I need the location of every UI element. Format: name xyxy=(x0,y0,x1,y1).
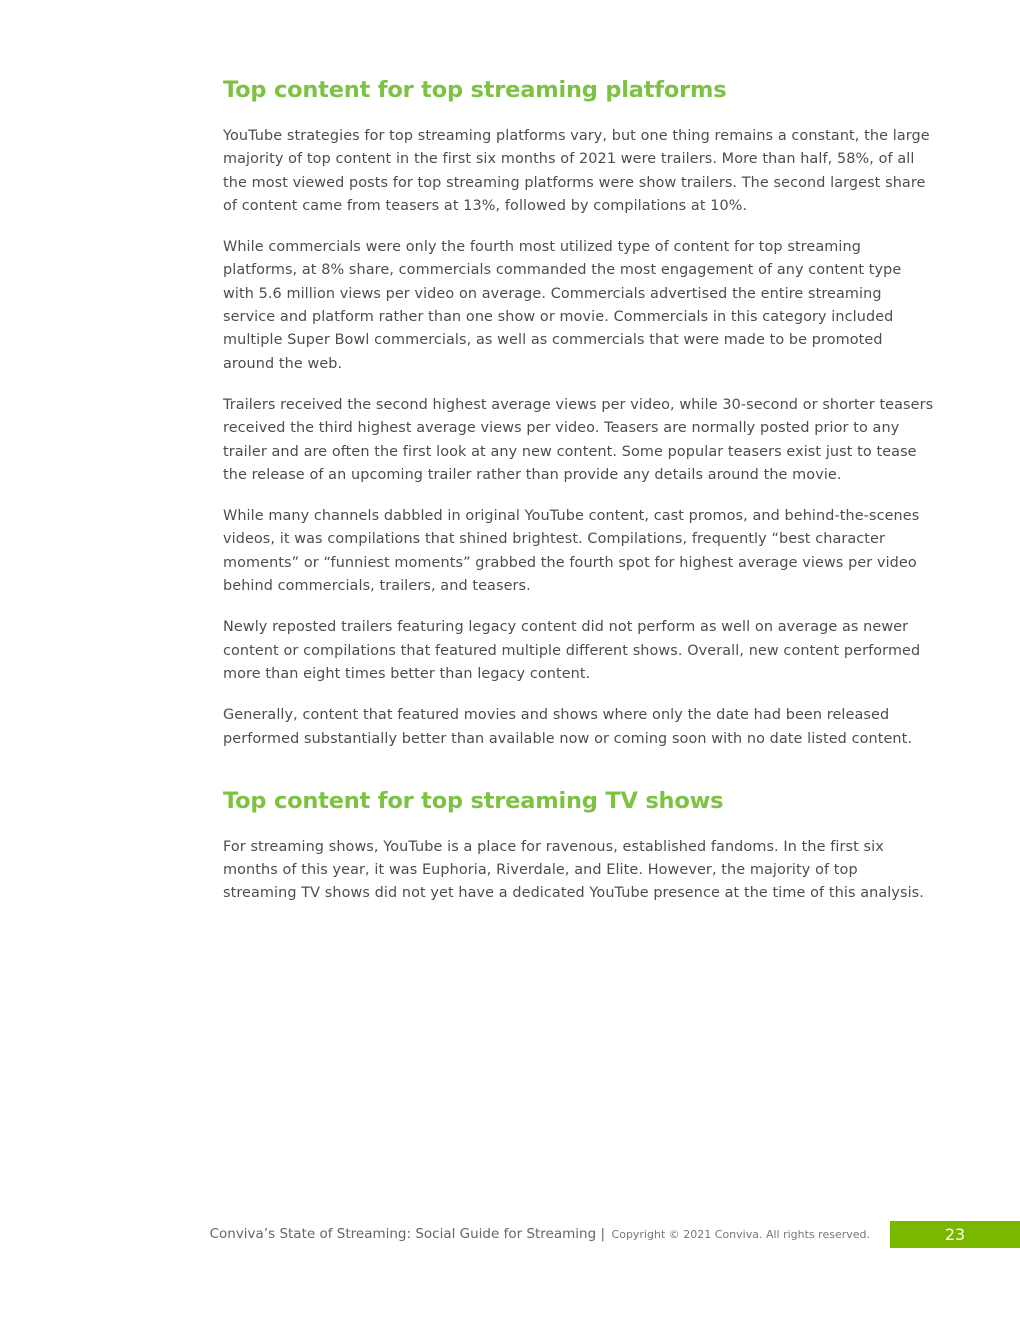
footer-copyright: Copyright © 2021 Conviva. All rights reserved. xyxy=(611,1228,870,1241)
paragraph-fandoms: For streaming shows, YouTube is a place for ravenous, established fandoms. In the first six months of this year, it was Euphoria, Riverdale, and Elite. However, the majority of top streaming TV shows did not yet have a dedicated YouTube presence at the time of this analysis. xyxy=(223,838,924,902)
section-heading-streaming-platforms: Top content for top streaming platforms xyxy=(223,77,727,103)
paragraph-compilations: While many channels dabbled in original YouTube content, cast promos, and behind-the-scenes videos, it was compilations that shined brightest. Compilations, frequently “best character moments” or “funniest moments” grabbed the fourth spot for highest average views per video behind commercials, trailers, and teasers. xyxy=(223,508,920,595)
paragraph-teasers: Trailers received the second highest average views per video, while 30-second or shorter teasers received the third highest average views per video. Teasers are normally posted prior to any trailer and are often the first look at any new content. Some popular teasers exist just to tease the release of an upcoming trailer rather than provide any details around the movie. xyxy=(223,396,934,483)
page-footer xyxy=(0,1221,1020,1248)
section-heading-streaming-tv-shows: Top content for top streaming TV shows xyxy=(223,787,724,814)
footer-report-title: Conviva’s State of Streaming: Social Guide for Streaming | xyxy=(209,1226,605,1242)
paragraph-release-date: Generally, content that featured movies and shows where only the date had been released performed substantially better than available now or coming soon with no date listed content. xyxy=(223,707,913,747)
page-number-badge xyxy=(890,1221,1020,1248)
paragraph-commercials: While commercials were only the fourth most utilized type of content for top streaming platforms, at 8% share, commercials commanded the most engagement of any content type with 5.6 million views per video on average. Commercials advertised the entire streaming service and platform rather than one show or movie. Commercials in this category included multiple Super Bowl commercials, as well as commercials that were made to be promoted around the web. xyxy=(223,239,902,372)
paragraph-trailers-share: YouTube strategies for top streaming platforms vary, but one thing remains a constant, the large majority of top content in the first six months of 2021 were trailers. More than half, 58%, of all the most viewed posts for top streaming platforms were show trailers. The second largest share of content came from teasers at 13%, followed by compilations at 10%. xyxy=(223,128,930,214)
page-content xyxy=(223,74,935,906)
page-number: 23 xyxy=(944,1225,966,1244)
paragraph-legacy-content: Newly reposted trailers featuring legacy content did not perform as well on average as newer content or compilations that featured multiple different shows. Overall, new content performed more than eight times better than legacy content. xyxy=(223,619,921,682)
